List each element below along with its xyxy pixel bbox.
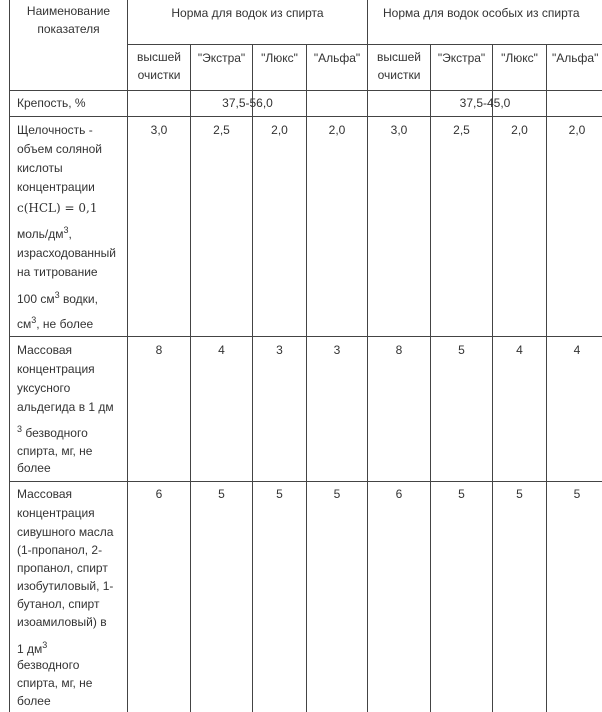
vline-2 [190,44,191,712]
unit-a-tail: , [68,227,72,241]
row-fusel-value-6: 5 [458,487,465,501]
row-alkalinity-line-3: кислоты [17,161,63,175]
row-fusel-value-2: 5 [218,487,225,501]
hline-row1 [9,116,602,117]
row-fusel-tail-3: более [17,694,51,708]
vline-6 [430,44,431,712]
row-fusel-line-5: пропанол, спирт [17,561,108,575]
row-fusel-value-8: 5 [573,487,581,501]
row-alkalinity-line-1: Щелочность - [17,123,93,137]
row-alkalinity-value-2: 2,5 [213,123,230,137]
vline-left [9,0,10,712]
vol-a-sup: 3 [54,290,60,300]
vol-b-sup: 3 [31,315,37,325]
row-strength-special: 37,5-45,0 [459,96,511,110]
subcol-4: "Альфа" [313,51,361,65]
hline-sub [127,44,602,45]
row-fusel-value-1: 6 [155,487,163,501]
row-fusel-line-1: Массовая [17,487,73,501]
row-aldehyde-value-6: 5 [458,343,465,357]
row-aldehyde-line-2: концентрация [17,362,95,376]
row-fusel-value-7: 5 [516,487,523,501]
row-fusel-line-7: бутанол, спирт [17,597,100,611]
row-strength-spirit: 37,5-56,0 [222,96,273,110]
row-alkalinity-value-1: 3,0 [150,123,168,137]
row-alkalinity-vol-a [17,290,98,309]
row-fusel-tail-2: спирта, мг, не [17,676,93,690]
aldehyde-sup: 3 [17,424,23,434]
row-alkalinity-value-8: 2,0 [568,123,586,137]
row-alkalinity-value-4: 2,0 [328,123,346,137]
row-alkalinity-vol-b [17,315,93,334]
vline-3 [252,44,253,712]
row-fusel-value-4: 5 [333,487,341,501]
unit-a-text: моль/дм [17,227,64,241]
row-fusel-tail-1: безводного [17,658,80,672]
header-group-spirit: Норма для водок из спирта [171,6,324,20]
row-aldehyde-value-5: 8 [395,343,403,357]
row-fusel-line-8: изоамиловый) в [17,615,107,629]
row-alkalinity-value-7: 2,0 [511,123,528,137]
header-indicator-name: Наименование показателя [26,4,111,36]
row-alkalinity-value-6: 2,5 [453,123,470,137]
subcol-8: "Альфа" [552,51,599,65]
row-aldehyde-line-4: альдегида в 1 дм [17,400,114,414]
aldehyde-tail: безводного [22,426,88,440]
row-fusel-value-3: 5 [276,487,283,501]
row-aldehyde-line-7: более [17,461,51,475]
subcol-5: высшей очистки [376,50,421,82]
row-aldehyde-line-1: Массовая [17,343,73,357]
hline-row3 [9,481,602,482]
subcol-6: "Экстра" [437,51,486,65]
row-alkalinity-mid-2: на титрование [17,265,98,279]
row-aldehyde-line-6: спирта, мг, не [17,444,93,458]
unit-a-sup: 3 [63,225,69,235]
hline-row2 [9,336,602,337]
row-alkalinity-value-5: 3,0 [390,123,408,137]
row-fusel-value-5: 6 [395,487,403,501]
vol-b-text: см [17,317,32,331]
row-aldehyde-value-3: 3 [276,343,283,357]
row-aldehyde-value-2: 4 [218,343,225,357]
hline-head [9,90,602,91]
row-fusel-line-2: концентрация [17,506,95,520]
subcol-3: "Люкс" [261,51,298,65]
row-aldehyde-line-3: уксусного [17,381,71,395]
header-group-special: Норма для водок особых из спирта [383,6,580,20]
row-fusel-line-3: сивушного масла [17,525,114,539]
row-aldehyde-value-1: 8 [155,343,163,357]
row-alkalinity-line-4: концентрации [17,180,95,194]
row-aldehyde-line-5 [17,424,88,443]
vol-a-text: 100 см [17,292,55,306]
row-fusel-line-4: (1-пропанол, 2- [17,543,103,557]
vol-b-tail: , не более [36,317,94,331]
vol-a-tail: водки, [59,292,98,306]
subcol-1: высшей очистки [136,50,181,82]
row-alkalinity-mid-1: израсходованный [17,246,116,260]
row-aldehyde-value-8: 4 [573,343,581,357]
fusel-unit-sup: 3 [42,640,48,650]
vline-7 [492,44,493,712]
row-alkalinity-formula: c(HCL) = 0,1 [17,201,98,215]
row-aldehyde-value-4: 3 [333,343,341,357]
row-aldehyde-value-7: 4 [516,343,523,357]
row-strength-name: Крепость, % [17,96,86,110]
row-alkalinity-value-3: 2,0 [271,123,288,137]
row-alkalinity-line-2: объем соляной [17,142,102,156]
vline-4 [306,44,307,712]
row-fusel-line-6: изобутиловый, 1- [17,579,114,593]
fusel-unit-text: 1 дм [17,642,43,656]
subcol-2: "Экстра" [197,51,246,65]
row-alkalinity-unit [17,225,72,244]
vline-8 [546,44,547,712]
subcol-7: "Люкс" [501,51,538,65]
